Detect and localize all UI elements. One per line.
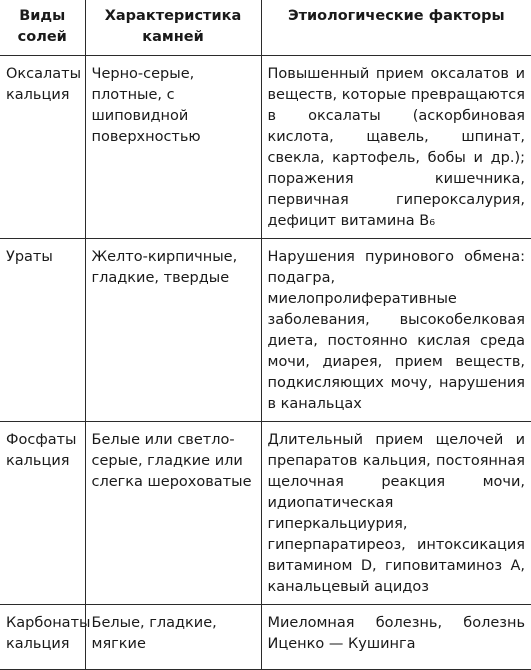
salt-type-cell: Карбонаты кальция bbox=[0, 605, 85, 670]
header-etiology: Этиологические факторы bbox=[261, 0, 531, 56]
table-row bbox=[0, 422, 531, 605]
table-row bbox=[0, 605, 531, 670]
table-body bbox=[0, 56, 531, 670]
table-row bbox=[0, 239, 531, 422]
header-characteristics: Характеристика камней bbox=[85, 0, 261, 56]
characteristics-cell: Желто-кирпичные, гладкие, твердые bbox=[85, 239, 261, 422]
table-header bbox=[0, 0, 531, 56]
header-row bbox=[0, 0, 531, 56]
salt-type-cell: Фосфаты кальция bbox=[0, 422, 85, 605]
salt-type-cell: Оксалаты кальция bbox=[0, 56, 85, 239]
etiology-cell: Миеломная болезнь, болезнь Иценко — Кушинга bbox=[261, 605, 531, 670]
characteristics-cell: Белые или светло-серые, гладкие или слегка шероховатые bbox=[85, 422, 261, 605]
characteristics-cell: Белые, гладкие, мягкие bbox=[85, 605, 261, 670]
etiology-cell: Повышенный прием оксалатов и веществ, которые превращаются в оксалаты (аскорбиновая кислота, щавель, шпинат, свекла, картофель, бобы и др.); поражения кишечника, первичная гипероксалурия, дефицит витамина B₆ bbox=[261, 56, 531, 239]
table-row bbox=[0, 56, 531, 239]
etiology-cell: Длительный прием щелочей и препаратов кальция, постоянная щелочная реакция мочи, идиопатическая гиперкальциурия, гиперпаратиреоз, интоксикация витамином D, гиповитаминоз A, канальцевый ацидоз bbox=[261, 422, 531, 605]
characteristics-cell: Черно-серые, плотные, с шиповидной поверхностью bbox=[85, 56, 261, 239]
etiology-cell: Нарушения пуринового обмена: подагра, миелопролиферативные заболевания, высокобелковая диета, постоянно кислая среда мочи, диарея, прием веществ, подкисляющих мочу, нарушения в канальцах bbox=[261, 239, 531, 422]
salt-type-cell: Ураты bbox=[0, 239, 85, 422]
header-salt-type: Виды солей bbox=[0, 0, 85, 56]
